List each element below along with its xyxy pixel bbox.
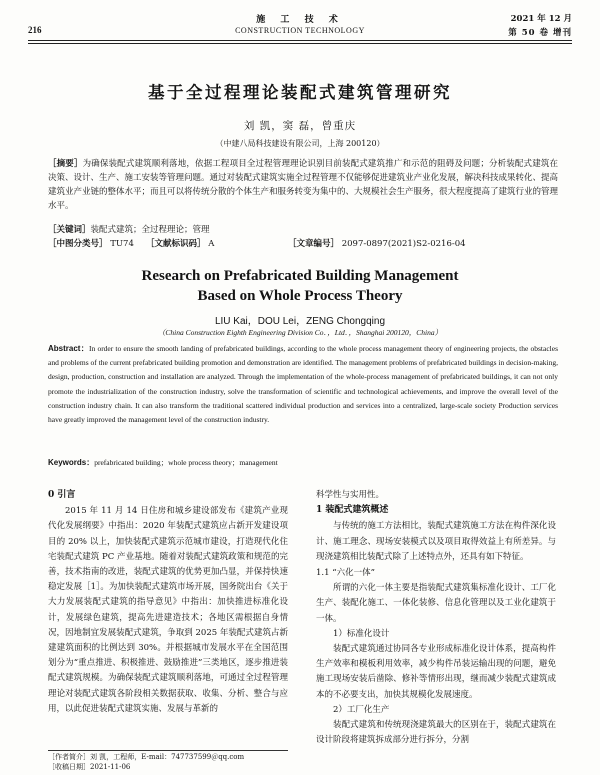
- abstract-en: [48, 342, 558, 427]
- header-rule-thin: [28, 43, 572, 44]
- intro-paragraph: 2015 年 11 月 14 日住房和城乡建设部发布《建筑产业现代化发展纲要》中指出：2020 年装配式建筑应占新开发建设项目的 20% 以上，加快装配式建筑示范城市建设，打造现代化住宅装配式建筑 PC 产业基地。随着对装配式建筑政策和规范的完善，技术指南的改进，装配式建筑的优势更加凸显，并保持快速稳定发展［1］。为加快装配式建筑市场开展，国务院出台《关于大力发展装配式建筑的指导意见》中指出：加快推进标准化设计，发展绿色建筑，提高先进建造技术；各地区需根据自身情况，因地制宜发展装配式建筑，争取到 2025 年装配式建筑占新建建筑面积的比例达到 30%。并根据城市发展水平在全国范围划分为“重点推进、积极推进、鼓励推进”三类地区，逐步推进装配式建筑规模。为确保装配式建筑顺利落地，可通过全过程管理理论对装配式建筑各阶段相关数据获取、收集、分析、整合与应用，以此促进装配式建筑实施、发展与革新的: [48, 506, 288, 714]
- standardized-design-paragraph: 装配式建筑通过协同各专业形成标准化设计体系，提高构件生产效率和模板利用效率，减少构件吊装运输出现的问题，避免施工现场安装后凿除、修补等情形出现，继而减少装配式建筑成本的不必要支出，加快其规模化发展速度。: [316, 644, 556, 700]
- classification-row: [48, 237, 560, 249]
- article-id-label: ［文章编号］: [288, 239, 340, 249]
- section-heading-intro: 0 引言: [48, 490, 76, 500]
- affiliation-en-text: （China Construction Eighth Engineering Division Co．，Ltd．，Shanghai 200120，China）: [157, 328, 443, 337]
- title-en: [0, 266, 600, 306]
- page-number: 216: [28, 25, 42, 35]
- abstract-cn-text: 为确保装配式建筑顺利落地，依据工程项目全过程管理理论识别目前装配式建筑推广和示范的阻碍及问题；分析装配式建筑在决策、设计、生产、施工安装等管理问题。通过对装配式建筑实施全过程管理不仅能够促进建筑业产业化发展，解决科技成果转化、提高建筑业产业链的整体水平；而且可以将传统分散的个体生产和服务转变为集中的、大规模社会生产服务，很大程度提高了建筑行业的管理水平。: [48, 159, 559, 211]
- keywords-en: [48, 457, 278, 468]
- title-en-line1: Research on Prefabricated Building Management: [141, 268, 459, 284]
- abstract-en-text: In order to ensure the smooth landing of prefabricated buildings, according to the whole process management theory of engineering projects, the obstacles and problems of the current prefabricated building promotion and demonstration are identified. The management problems of prefabricated buildings in decision-making, design, production, construction and installation are analyzed. Through the implementation of the whole-process management of prefabricated buildings, it can not only promote the industrialization of the construction industry, solve the transformation of scientific and technological achievements, and improve the overall level of the construction industry chain. It can also transform the traditional scattered individual production and services into a centralized, large-scale society Production services have greatly improved the management level of the construction industry.: [48, 344, 559, 425]
- subsection-heading-six-in-one: 1.1 “六化一体”: [316, 568, 375, 579]
- clc-value: TU74: [110, 239, 134, 249]
- affiliation-en: [0, 327, 600, 338]
- article-id-item: [288, 237, 466, 249]
- clc-label: ［中图分类号］: [48, 239, 108, 249]
- clc-item: [48, 237, 134, 249]
- doc-code-item: [146, 237, 214, 249]
- affiliation-cn: （中建八局科技建设有限公司，上海 200120）: [215, 139, 385, 148]
- keywords-cn: [48, 223, 210, 235]
- continued-paragraph: 科学性与实用性。: [316, 490, 385, 500]
- item-factory-production: 2）工厂化生产: [333, 704, 390, 715]
- volume-info: 第 50 卷 增刊: [508, 28, 572, 38]
- overview-paragraph: 与传统的施工方法相比，装配式建筑施工方法在构件深化设计、施工理念、现场安装模式以及项目取得效益上有所差异。与现浇建筑相比装配式除了上述特点外，还具有如下特征。: [316, 521, 556, 562]
- doc-code-value: A: [208, 239, 215, 249]
- authors-en: LIU Kai，DOU Lei，ZENG Chongqing: [214, 316, 386, 327]
- keywords-en-label: Keywords：: [48, 458, 95, 467]
- authors-cn: 刘 凯，窦 磊，曾重庆: [243, 120, 357, 132]
- journal-name-en: CONSTRUCTION TECHNOLOGY: [235, 26, 365, 35]
- left-column: [48, 488, 288, 717]
- footnote-author: ［作者简介］刘 凯，工程师，E-mail：747737599＠qq.com: [48, 753, 245, 761]
- factory-production-paragraph: 装配式建筑和传统现浇建筑最大的区别在于，装配式建筑在设计阶段将建筑拆成部分进行拆分，分割: [316, 720, 556, 746]
- article-id-value: 2097-0897(2021)S2-0216-04: [341, 239, 466, 249]
- title-en-line2: Based on Whole Process Theory: [197, 288, 403, 304]
- abstract-en-label: Abstract：: [48, 344, 90, 353]
- footnote: [48, 750, 288, 772]
- right-column: [316, 488, 556, 748]
- running-header: [28, 9, 572, 41]
- item-standardized-design: 1）标准化设计: [333, 628, 390, 639]
- abstract-cn-label: ［摘要］: [48, 159, 83, 169]
- title-cn: 基于全过程理论装配式建筑管理研究: [148, 83, 452, 102]
- doc-code-label: ［文献标识码］: [146, 239, 206, 249]
- issue-date: 2021 年 12 月: [510, 14, 572, 24]
- abstract-cn: [48, 158, 558, 214]
- journal-name-cn: 施 工 技 术: [256, 15, 344, 25]
- section-heading-overview: 1 装配式建筑概述: [316, 505, 389, 516]
- keywords-en-text: prefabricated building；whole process theory；management: [94, 458, 278, 467]
- keywords-cn-text: 装配式建筑；全过程理论；管理: [90, 225, 210, 235]
- header-rule-thick: [28, 40, 572, 41]
- six-in-one-paragraph: 所谓的六化一体主要是指装配式建筑集标准化设计、工厂化生产、装配化施工、一体化装修、信息化管理以及工业化建筑于一体。: [316, 583, 556, 624]
- footnote-received: ［收稿日期］2021-11-06: [48, 762, 131, 771]
- keywords-cn-label: ［关键词］: [48, 225, 91, 235]
